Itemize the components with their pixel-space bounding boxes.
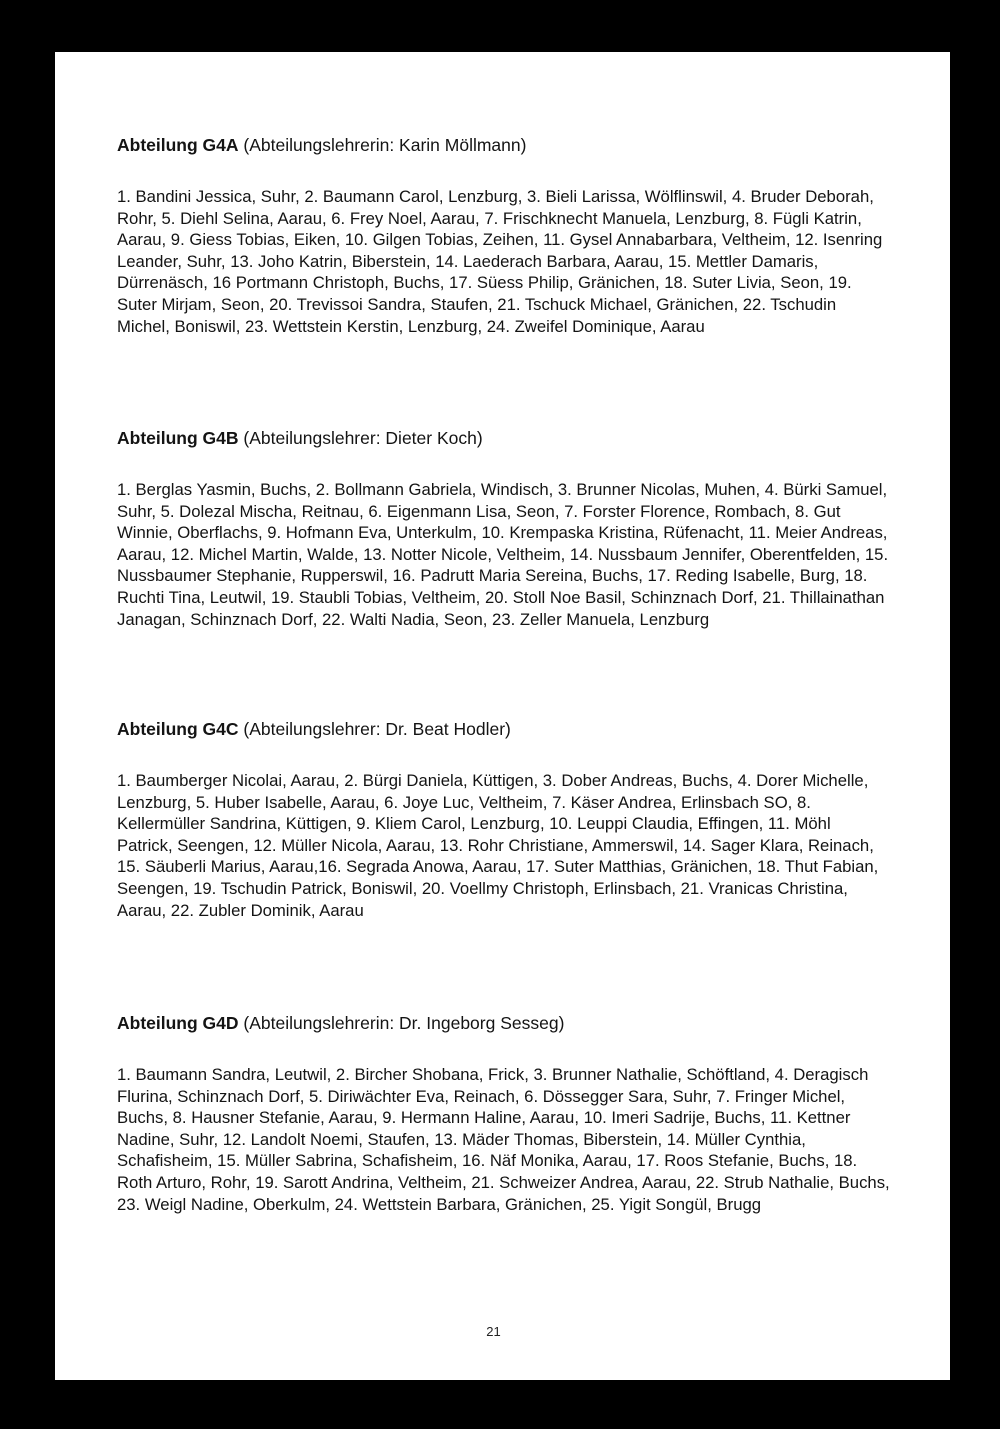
section-heading (117, 718, 890, 740)
teacher-note: (Abteilungslehrer: Dieter Koch) (243, 428, 483, 448)
section-label: Abteilung G4C (117, 719, 239, 739)
teacher-note: (Abteilungslehrer: Dr. Beat Hodler) (243, 719, 511, 739)
section-heading (117, 134, 890, 156)
section-label: Abteilung G4D (117, 1013, 239, 1033)
teacher-note: (Abteilungslehrerin: Dr. Ingeborg Sesseg) (243, 1013, 565, 1033)
student-list: 1. Berglas Yasmin, Buchs, 2. Bollmann Gabriela, Windisch, 3. Brunner Nicolas, Muhen, 4. Bürki Samuel, Suhr, 5. Dolezal Mischa, Reitnau, 6. Eigenmann Lisa, Seon, 7. Forster Florence, Rombach, 8. Gut Winnie, Oberflachs, 9. Hofmann Eva, Unterkulm, 10. Krempaska Kristina, Rüfenacht, 11. Meier Andreas, Aarau, 12. Michel Martin, Walde, 13. Notter Nicole, Veltheim, 14. Nussbaum Jennifer, Oberentfelden, 15. Nussbaumer Stephanie, Rupperswil, 16. Padrutt Maria Sereina, Buchs, 17. Reding Isabelle, Burg, 18. Ruchti Tina, Leutwil, 19. Staubli Tobias, Veltheim, 20. Stoll Noe Basil, Schinznach Dorf, 21. Thillainathan Janagan, Schinznach Dorf, 22. Walti Nadia, Seon, 23. Zeller Manuela, Lenzburg (117, 480, 889, 629)
document-page (55, 52, 950, 1380)
section-heading (117, 427, 890, 449)
student-list: 1. Bandini Jessica, Suhr, 2. Baumann Carol, Lenzburg, 3. Bieli Larissa, Wölflinswil, 4. Bruder Deborah, Rohr, 5. Diehl Selina, Aarau, 6. Frey Noel, Aarau, 7. Frischknecht Manuela, Lenzburg, 8. Fügli Katrin, Aarau, 9. Giess Tobias, Eiken, 10. Gilgen Tobias, Zeihen, 11. Gysel Annabarbara, Veltheim, 12. Isenring Leander, Suhr, 13. Joho Katrin, Biberstein, 14. Laederach Barbara, Aarau, 15. Mettler Damaris, Dürrenäsch, 16 Portmann Christoph, Buchs, 17. Süess Philip, Gränichen, 18. Suter Livia, Seon, 19. Suter Mirjam, Seon, 20. Trevissoi Sandra, Staufen, 21. Tschuck Michael, Gränichen, 22. Tschudin Michel, Boniswil, 23. Wettstein Kerstin, Lenzburg, 24. Zweifel Dominique, Aarau (117, 187, 883, 336)
section-g4d (117, 1012, 890, 1215)
section-heading (117, 1012, 890, 1034)
student-list: 1. Baumberger Nicolai, Aarau, 2. Bürgi Daniela, Küttigen, 3. Dober Andreas, Buchs, 4. Dorer Michelle, Lenzburg, 5. Huber Isabelle, Aarau, 6. Joye Luc, Veltheim, 7. Käser Andrea, Erlinsbach SO, 8. Kellermüller Sandrina, Küttigen, 9. Kliem Carol, Lenzburg, 10. Leuppi Claudia, Effingen, 11. Möhl Patrick, Seengen, 12. Müller Nicola, Aarau, 13. Rohr Christiane, Ammerswil, 14. Sager Klara, Reinach, 15. Säuberli Marius, Aarau,16. Segrada Anowa, Aarau, 17. Suter Matthias, Gränichen, 18. Thut Fabian, Seengen, 19. Tschudin Patrick, Boniswil, 20. Voellmy Christoph, Erlinsbach, 21. Vranicas Christina, Aarau, 22. Zubler Dominik, Aarau (117, 771, 879, 920)
page-number: 21 (486, 1324, 501, 1339)
teacher-note: (Abteilungslehrerin: Karin Möllmann) (243, 135, 527, 155)
student-list: 1. Baumann Sandra, Leutwil, 2. Bircher Shobana, Frick, 3. Brunner Nathalie, Schöftland, 4. Deragisch Flurina, Schinznach Dorf, 5. Diriwächter Eva, Reinach, 6. Dössegger Sara, Suhr, 7. Fringer Michel, Buchs, 8. Hausner Stefanie, Aarau, 9. Hermann Haline, Aarau, 10. Imeri Sadrije, Buchs, 11. Kettner Nadine, Suhr, 12. Landolt Noemi, Staufen, 13. Mäder Thomas, Biberstein, 14. Müller Cynthia, Schafisheim, 15. Müller Sabrina, Schafisheim, 16. Näf Monika, Aarau, 17. Roos Stefanie, Buchs, 18. Roth Arturo, Rohr, 19. Sarott Andrina, Veltheim, 21. Schweizer Andrea, Aarau, 22. Strub Nathalie, Buchs, 23. Weigl Nadine, Oberkulm, 24. Wettstein Barbara, Gränichen, 25. Yigit Songül, Brugg (117, 1065, 890, 1214)
section-g4b (117, 427, 890, 630)
section-g4a (117, 134, 890, 337)
section-label: Abteilung G4A (117, 135, 239, 155)
section-g4c (117, 718, 890, 921)
section-label: Abteilung G4B (117, 428, 239, 448)
